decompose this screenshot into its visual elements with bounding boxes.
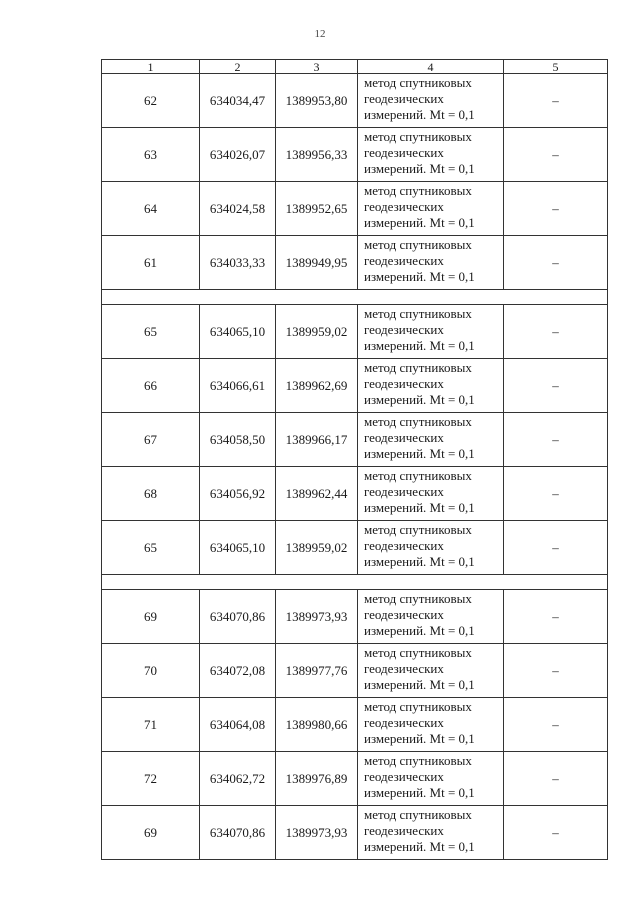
description-cell: – xyxy=(504,74,608,128)
table-row xyxy=(102,74,608,128)
method-text-line: измерений. Mt = 0,1 xyxy=(364,107,475,122)
description-cell: – xyxy=(504,128,608,182)
x-coordinate-cell: 634026,07 xyxy=(200,128,276,182)
method-text-line: геодезических xyxy=(364,145,444,160)
method-text-line: метод спутниковых xyxy=(364,306,472,321)
point-number-cell: 72 xyxy=(102,752,200,806)
method-text-line: метод спутниковых xyxy=(364,414,472,429)
group-separator-row xyxy=(102,290,608,305)
header-row xyxy=(102,60,608,74)
page-number: 12 xyxy=(314,28,326,40)
point-number-cell: 67 xyxy=(102,413,200,467)
point-number-cell: 62 xyxy=(102,74,200,128)
x-coordinate-cell: 634065,10 xyxy=(200,305,276,359)
x-coordinate-cell: 634070,86 xyxy=(200,806,276,860)
description-cell: – xyxy=(504,305,608,359)
y-coordinate-cell: 1389956,33 xyxy=(276,128,358,182)
column-header: 1 xyxy=(102,60,200,74)
method-text-line: метод спутниковых xyxy=(364,75,472,90)
table-row xyxy=(102,752,608,806)
point-number-cell: 61 xyxy=(102,236,200,290)
table-row xyxy=(102,305,608,359)
method-text-line: метод спутниковых xyxy=(364,591,472,606)
y-coordinate-cell: 1389952,65 xyxy=(276,182,358,236)
method-text-line: измерений. Mt = 0,1 xyxy=(364,677,475,692)
method-cell xyxy=(358,698,504,752)
x-coordinate-cell: 634034,47 xyxy=(200,74,276,128)
description-cell: – xyxy=(504,806,608,860)
table-row xyxy=(102,644,608,698)
description-cell: – xyxy=(504,644,608,698)
method-text-line: измерений. Mt = 0,1 xyxy=(364,500,475,515)
method-text-line: геодезических xyxy=(364,823,444,838)
description-cell: – xyxy=(504,752,608,806)
y-coordinate-cell: 1389949,95 xyxy=(276,236,358,290)
description-cell: – xyxy=(504,521,608,575)
x-coordinate-cell: 634065,10 xyxy=(200,521,276,575)
method-cell xyxy=(358,413,504,467)
method-text-line: метод спутниковых xyxy=(364,129,472,144)
y-coordinate-cell: 1389959,02 xyxy=(276,521,358,575)
x-coordinate-cell: 634070,86 xyxy=(200,590,276,644)
method-text-line: измерений. Mt = 0,1 xyxy=(364,215,475,230)
method-cell xyxy=(358,128,504,182)
x-coordinate-cell: 634033,33 xyxy=(200,236,276,290)
method-cell xyxy=(358,806,504,860)
table-row xyxy=(102,698,608,752)
description-cell: – xyxy=(504,590,608,644)
x-coordinate-cell: 634024,58 xyxy=(200,182,276,236)
method-text-line: геодезических xyxy=(364,484,444,499)
x-coordinate-cell: 634058,50 xyxy=(200,413,276,467)
method-text-line: метод спутниковых xyxy=(364,183,472,198)
method-text-line: геодезических xyxy=(364,430,444,445)
y-coordinate-cell: 1389977,76 xyxy=(276,644,358,698)
method-text-line: геодезических xyxy=(364,661,444,676)
y-coordinate-cell: 1389973,93 xyxy=(276,590,358,644)
point-number-cell: 65 xyxy=(102,305,200,359)
column-header: 4 xyxy=(358,60,504,74)
table-row xyxy=(102,521,608,575)
x-coordinate-cell: 634062,72 xyxy=(200,752,276,806)
table-body xyxy=(102,74,608,860)
method-text-line: измерений. Mt = 0,1 xyxy=(364,392,475,407)
y-coordinate-cell: 1389976,89 xyxy=(276,752,358,806)
group-separator-row xyxy=(102,575,608,590)
group-separator-cell xyxy=(102,290,608,305)
y-coordinate-cell: 1389959,02 xyxy=(276,305,358,359)
point-number-cell: 71 xyxy=(102,698,200,752)
table-row xyxy=(102,467,608,521)
method-text-line: геодезических xyxy=(364,199,444,214)
description-cell: – xyxy=(504,698,608,752)
method-text-line: измерений. Mt = 0,1 xyxy=(364,785,475,800)
table-row xyxy=(102,182,608,236)
method-text-line: геодезических xyxy=(364,607,444,622)
method-cell xyxy=(358,359,504,413)
method-text-line: измерений. Mt = 0,1 xyxy=(364,161,475,176)
y-coordinate-cell: 1389962,69 xyxy=(276,359,358,413)
point-number-cell: 68 xyxy=(102,467,200,521)
method-text-line: метод спутниковых xyxy=(364,237,472,252)
method-cell xyxy=(358,236,504,290)
x-coordinate-cell: 634072,08 xyxy=(200,644,276,698)
group-separator-cell xyxy=(102,575,608,590)
method-text-line: измерений. Mt = 0,1 xyxy=(364,446,475,461)
method-cell xyxy=(358,74,504,128)
method-text-line: метод спутниковых xyxy=(364,468,472,483)
column-header: 2 xyxy=(200,60,276,74)
point-number-cell: 70 xyxy=(102,644,200,698)
method-text-line: геодезических xyxy=(364,715,444,730)
method-text-line: измерений. Mt = 0,1 xyxy=(364,839,475,854)
table-row xyxy=(102,413,608,467)
table-row xyxy=(102,590,608,644)
description-cell: – xyxy=(504,236,608,290)
column-header: 3 xyxy=(276,60,358,74)
table-row xyxy=(102,236,608,290)
y-coordinate-cell: 1389973,93 xyxy=(276,806,358,860)
coordinates-table xyxy=(101,59,608,860)
method-text-line: метод спутниковых xyxy=(364,807,472,822)
x-coordinate-cell: 634066,61 xyxy=(200,359,276,413)
point-number-cell: 65 xyxy=(102,521,200,575)
x-coordinate-cell: 634056,92 xyxy=(200,467,276,521)
table-row xyxy=(102,128,608,182)
method-text-line: измерений. Mt = 0,1 xyxy=(364,338,475,353)
y-coordinate-cell: 1389962,44 xyxy=(276,467,358,521)
method-cell xyxy=(358,752,504,806)
point-number-cell: 69 xyxy=(102,590,200,644)
method-text-line: измерений. Mt = 0,1 xyxy=(364,731,475,746)
description-cell: – xyxy=(504,413,608,467)
method-text-line: метод спутниковых xyxy=(364,699,472,714)
description-cell: – xyxy=(504,359,608,413)
method-text-line: геодезических xyxy=(364,538,444,553)
method-text-line: геодезических xyxy=(364,769,444,784)
method-text-line: метод спутниковых xyxy=(364,522,472,537)
point-number-cell: 64 xyxy=(102,182,200,236)
y-coordinate-cell: 1389980,66 xyxy=(276,698,358,752)
method-cell xyxy=(358,644,504,698)
description-cell: – xyxy=(504,467,608,521)
method-cell xyxy=(358,521,504,575)
x-coordinate-cell: 634064,08 xyxy=(200,698,276,752)
method-cell xyxy=(358,590,504,644)
method-cell xyxy=(358,467,504,521)
y-coordinate-cell: 1389953,80 xyxy=(276,74,358,128)
y-coordinate-cell: 1389966,17 xyxy=(276,413,358,467)
point-number-cell: 63 xyxy=(102,128,200,182)
point-number-cell: 69 xyxy=(102,806,200,860)
method-text-line: геодезических xyxy=(364,253,444,268)
method-cell xyxy=(358,182,504,236)
method-text-line: метод спутниковых xyxy=(364,753,472,768)
method-text-line: геодезических xyxy=(364,376,444,391)
method-text-line: метод спутниковых xyxy=(364,360,472,375)
method-text-line: измерений. Mt = 0,1 xyxy=(364,623,475,638)
method-text-line: измерений. Mt = 0,1 xyxy=(364,554,475,569)
method-text-line: геодезических xyxy=(364,91,444,106)
description-cell: – xyxy=(504,182,608,236)
method-text-line: измерений. Mt = 0,1 xyxy=(364,269,475,284)
method-cell xyxy=(358,305,504,359)
method-text-line: метод спутниковых xyxy=(364,645,472,660)
method-text-line: геодезических xyxy=(364,322,444,337)
table-row xyxy=(102,359,608,413)
column-header: 5 xyxy=(504,60,608,74)
point-number-cell: 66 xyxy=(102,359,200,413)
table-row xyxy=(102,806,608,860)
